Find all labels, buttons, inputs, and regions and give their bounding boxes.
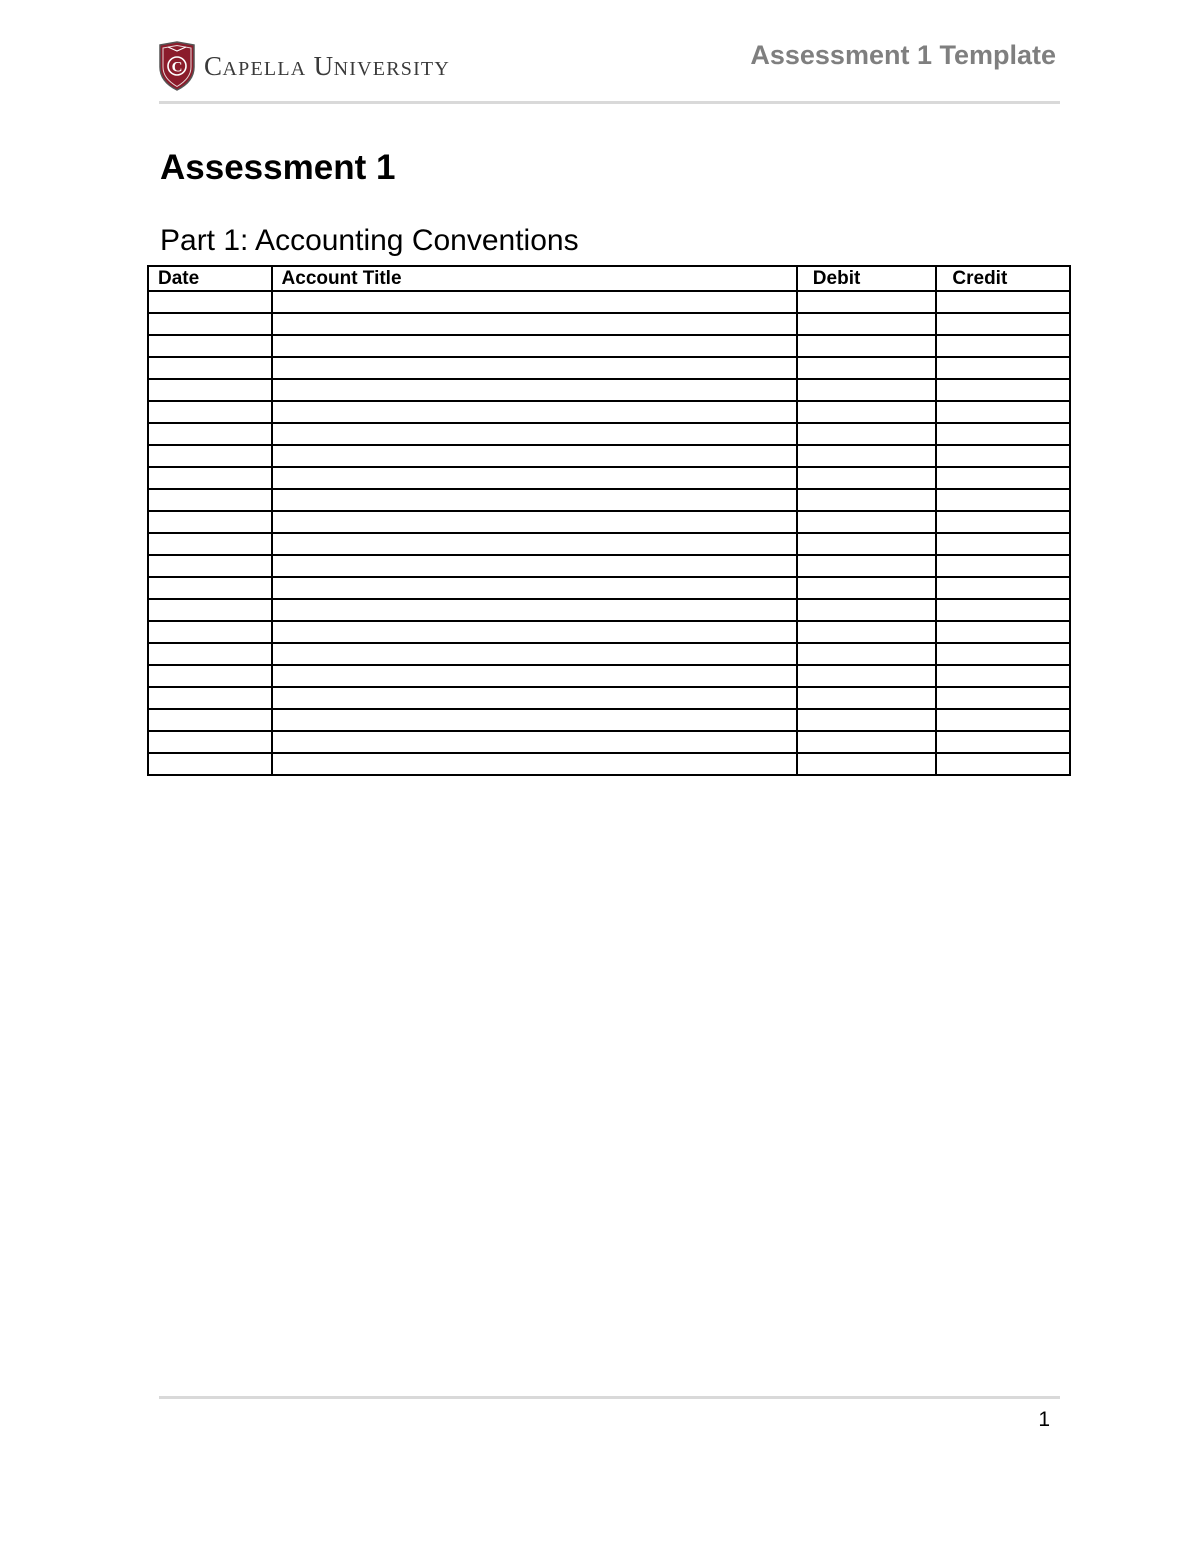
- cell-credit[interactable]: [936, 709, 1070, 731]
- header-title: Assessment 1 Template: [750, 40, 1056, 70]
- cell-credit[interactable]: [936, 511, 1070, 533]
- table-row: [148, 445, 1070, 467]
- cell-credit[interactable]: [936, 467, 1070, 489]
- cell-credit[interactable]: [936, 533, 1070, 555]
- cell-account-title[interactable]: [272, 555, 797, 577]
- cell-date[interactable]: [148, 423, 272, 445]
- cell-date[interactable]: [148, 753, 272, 775]
- capella-university-logo: [158, 40, 450, 92]
- header-divider: [159, 101, 1060, 104]
- journal-entry-table: [147, 265, 1071, 776]
- footer-divider: [159, 1396, 1060, 1399]
- table-row: [148, 467, 1070, 489]
- cell-date[interactable]: [148, 731, 272, 753]
- cell-credit[interactable]: [936, 577, 1070, 599]
- cell-credit[interactable]: [936, 423, 1070, 445]
- table-row: [148, 379, 1070, 401]
- cell-credit[interactable]: [936, 665, 1070, 687]
- table-row: [148, 687, 1070, 709]
- table-row: [148, 731, 1070, 753]
- part-title: Part 1: Accounting Conventions: [160, 224, 579, 257]
- logo-word-apella: APELLA: [222, 57, 307, 80]
- logo-letter-u: U: [313, 50, 334, 81]
- cell-date[interactable]: [148, 291, 272, 313]
- cell-account-title[interactable]: [272, 423, 797, 445]
- cell-debit[interactable]: [797, 643, 937, 665]
- cell-debit[interactable]: [797, 731, 937, 753]
- cell-date[interactable]: [148, 511, 272, 533]
- table-row: [148, 291, 1070, 313]
- cell-debit[interactable]: [797, 357, 937, 379]
- logo-word-niversity: NIVERSITY: [333, 57, 450, 80]
- table-row: [148, 489, 1070, 511]
- table-row: [148, 555, 1070, 577]
- cell-date[interactable]: [148, 577, 272, 599]
- capella-crest-icon: [158, 41, 196, 91]
- cell-debit[interactable]: [797, 533, 937, 555]
- cell-account-title[interactable]: [272, 665, 797, 687]
- cell-date[interactable]: [148, 555, 272, 577]
- cell-date[interactable]: [148, 401, 272, 423]
- cell-debit[interactable]: [797, 489, 937, 511]
- cell-account-title[interactable]: [272, 489, 797, 511]
- cell-date[interactable]: [148, 533, 272, 555]
- cell-debit[interactable]: [797, 423, 937, 445]
- cell-debit[interactable]: [797, 709, 937, 731]
- table-row: [148, 511, 1070, 533]
- cell-date[interactable]: [148, 379, 272, 401]
- cell-debit[interactable]: [797, 753, 937, 775]
- page-number: 1: [1038, 1408, 1050, 1431]
- cell-account-title[interactable]: [272, 511, 797, 533]
- logo-letter-c: C: [204, 50, 223, 81]
- table-row: [148, 709, 1070, 731]
- cell-date[interactable]: [148, 665, 272, 687]
- cell-account-title[interactable]: [272, 291, 797, 313]
- cell-date[interactable]: [148, 599, 272, 621]
- cell-debit[interactable]: [797, 687, 937, 709]
- table-row: [148, 401, 1070, 423]
- cell-credit[interactable]: [936, 753, 1070, 775]
- cell-account-title[interactable]: [272, 709, 797, 731]
- cell-credit[interactable]: [936, 291, 1070, 313]
- cell-account-title[interactable]: [272, 357, 797, 379]
- table-row: [148, 533, 1070, 555]
- cell-date[interactable]: [148, 687, 272, 709]
- table-row: [148, 577, 1070, 599]
- cell-account-title[interactable]: [272, 643, 797, 665]
- cell-account-title[interactable]: [272, 687, 797, 709]
- cell-debit[interactable]: [797, 379, 937, 401]
- table-row: [148, 335, 1070, 357]
- cell-date[interactable]: [148, 445, 272, 467]
- cell-account-title[interactable]: [272, 621, 797, 643]
- cell-debit[interactable]: [797, 335, 937, 357]
- cell-debit[interactable]: [797, 599, 937, 621]
- cell-date[interactable]: [148, 357, 272, 379]
- cell-account-title[interactable]: [272, 731, 797, 753]
- cell-date[interactable]: [148, 489, 272, 511]
- cell-credit[interactable]: [936, 335, 1070, 357]
- cell-debit[interactable]: [797, 401, 937, 423]
- cell-credit[interactable]: [936, 445, 1070, 467]
- header-debit: Debit: [797, 266, 937, 291]
- cell-date[interactable]: [148, 643, 272, 665]
- cell-credit[interactable]: [936, 489, 1070, 511]
- cell-debit[interactable]: [797, 291, 937, 313]
- cell-date[interactable]: [148, 313, 272, 335]
- table-row: [148, 423, 1070, 445]
- cell-account-title[interactable]: [272, 533, 797, 555]
- cell-account-title[interactable]: [272, 445, 797, 467]
- table-row: [148, 643, 1070, 665]
- header-credit: Credit: [936, 266, 1070, 291]
- table-row: [148, 357, 1070, 379]
- header-account-title: Account Title: [272, 266, 797, 291]
- table-header-row: [148, 266, 1070, 291]
- cell-debit[interactable]: [797, 621, 937, 643]
- cell-date[interactable]: [148, 709, 272, 731]
- table-row: [148, 753, 1070, 775]
- crest-letter: C: [171, 59, 183, 76]
- logo-wordmark: [204, 51, 450, 82]
- cell-debit[interactable]: [797, 511, 937, 533]
- cell-credit[interactable]: [936, 731, 1070, 753]
- cell-credit[interactable]: [936, 555, 1070, 577]
- cell-credit[interactable]: [936, 687, 1070, 709]
- cell-date[interactable]: [148, 335, 272, 357]
- cell-debit[interactable]: [797, 555, 937, 577]
- cell-credit[interactable]: [936, 401, 1070, 423]
- document-title: Assessment 1: [160, 148, 396, 187]
- cell-account-title[interactable]: [272, 313, 797, 335]
- cell-debit[interactable]: [797, 577, 937, 599]
- cell-account-title[interactable]: [272, 335, 797, 357]
- journal-table-body: [148, 291, 1070, 775]
- table-row: [148, 599, 1070, 621]
- header-date: Date: [148, 266, 272, 291]
- cell-credit[interactable]: [936, 313, 1070, 335]
- cell-account-title[interactable]: [272, 599, 797, 621]
- cell-debit[interactable]: [797, 665, 937, 687]
- table-row: [148, 621, 1070, 643]
- cell-account-title[interactable]: [272, 577, 797, 599]
- cell-credit[interactable]: [936, 379, 1070, 401]
- cell-credit[interactable]: [936, 599, 1070, 621]
- cell-credit[interactable]: [936, 643, 1070, 665]
- cell-date[interactable]: [148, 621, 272, 643]
- cell-debit[interactable]: [797, 445, 937, 467]
- cell-debit[interactable]: [797, 313, 937, 335]
- cell-account-title[interactable]: [272, 753, 797, 775]
- cell-account-title[interactable]: [272, 401, 797, 423]
- cell-account-title[interactable]: [272, 379, 797, 401]
- table-row: [148, 665, 1070, 687]
- cell-credit[interactable]: [936, 621, 1070, 643]
- cell-credit[interactable]: [936, 357, 1070, 379]
- cell-date[interactable]: [148, 467, 272, 489]
- cell-account-title[interactable]: [272, 467, 797, 489]
- table-row: [148, 313, 1070, 335]
- page-header: [158, 38, 1060, 94]
- cell-debit[interactable]: [797, 467, 937, 489]
